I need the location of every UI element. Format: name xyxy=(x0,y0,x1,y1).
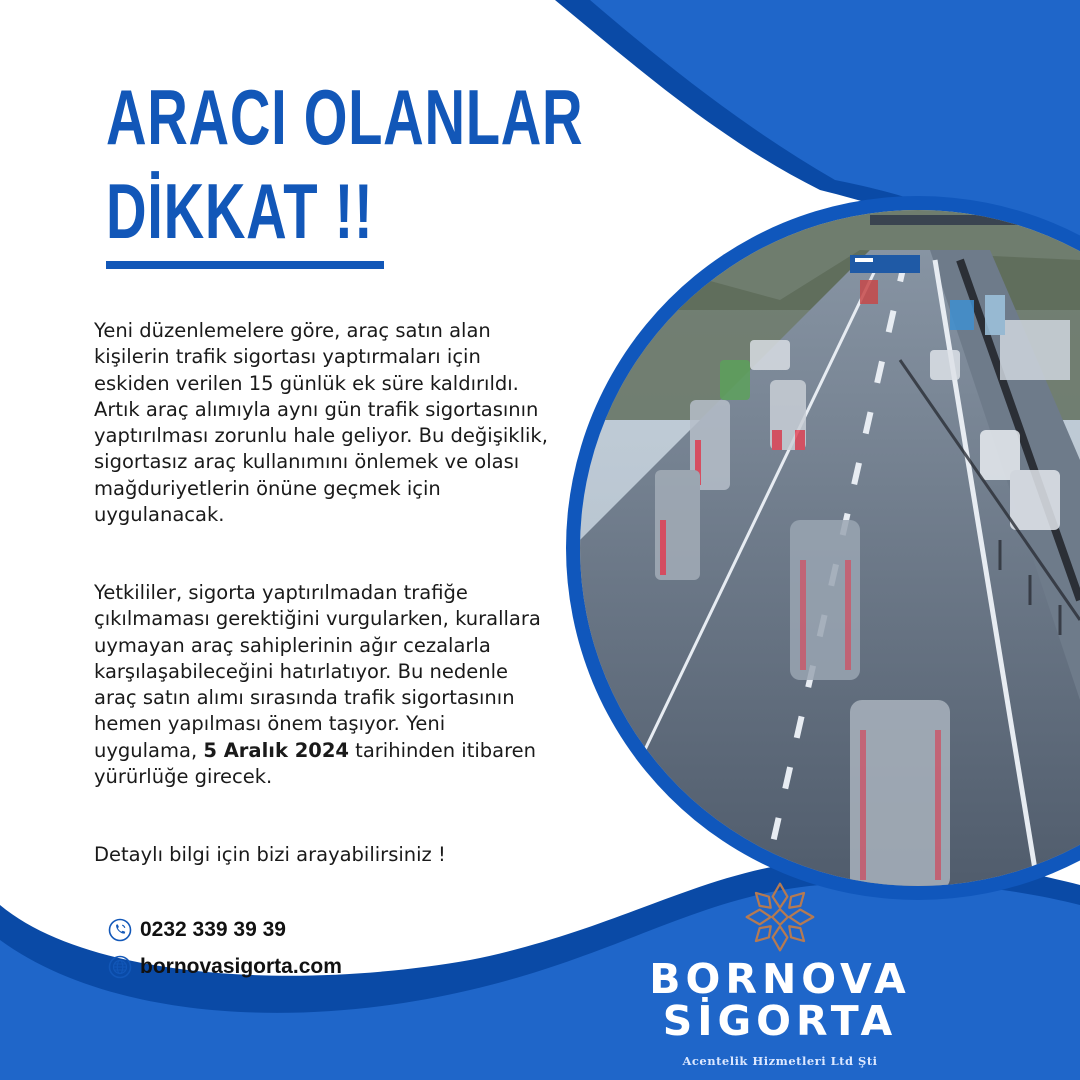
brand-name-line-2: SİGORTA xyxy=(662,997,898,1045)
phone-contact[interactable] xyxy=(108,918,286,942)
headline-line-1: ARACI OLANLAR xyxy=(106,73,584,161)
brand-block xyxy=(640,880,920,1080)
phone-icon xyxy=(108,918,132,942)
website-contact[interactable] xyxy=(108,955,342,979)
brand-subtitle: Acentelik Hizmetleri Ltd Şti xyxy=(682,1054,878,1068)
paragraph-2-text-end: tarihinden itibaren yürürlüğe girecek. xyxy=(94,738,537,789)
globe-icon xyxy=(108,955,132,979)
phone-number: 0232 339 39 39 xyxy=(140,918,286,941)
headline-line-2: DİKKAT !! xyxy=(106,167,374,255)
body-paragraph-1: Yeni düzenlemelere göre, araç satın alan kişilerin trafik sigortası yaptırmaları için eskiden verilen 15 günlük ek süre kaldırıldı. Artık araç alımıyla aynı gün trafik sigortasının yaptırılması zorunlu hale geliyor. Bu değişiklik, sigortasız araç kullanımını önlemek ve olası mağduriyetlerin önüne geçmek için uygulanacak. xyxy=(94,319,548,527)
website-url: bornovasigorta.com xyxy=(140,955,342,978)
effective-date: 5 Aralık 2024 xyxy=(203,738,349,762)
brand-name-line-1: BORNOVA xyxy=(649,955,911,1003)
body-paragraph-3: Detaylı bilgi için bizi arayabilirsiniz ! xyxy=(94,843,446,866)
body-paragraph-2 xyxy=(94,580,554,790)
highway-photo xyxy=(560,200,1080,900)
star-ornament-icon xyxy=(743,880,817,954)
paragraph-2-text-start: Yetkililer, sigorta yaptırılmadan trafiğe çıkılmaması gerektiğini vurgularken, kurallara uymayan araç sahiplerinin ağır cezalarla karşılaşabileceğini hatırlatıyor. Bu nedenle araç satın alımı sırasında trafik sigortasının hemen yapılması önem taşıyor. Yeni uygulama, xyxy=(94,581,541,762)
headline-underline xyxy=(106,261,384,269)
